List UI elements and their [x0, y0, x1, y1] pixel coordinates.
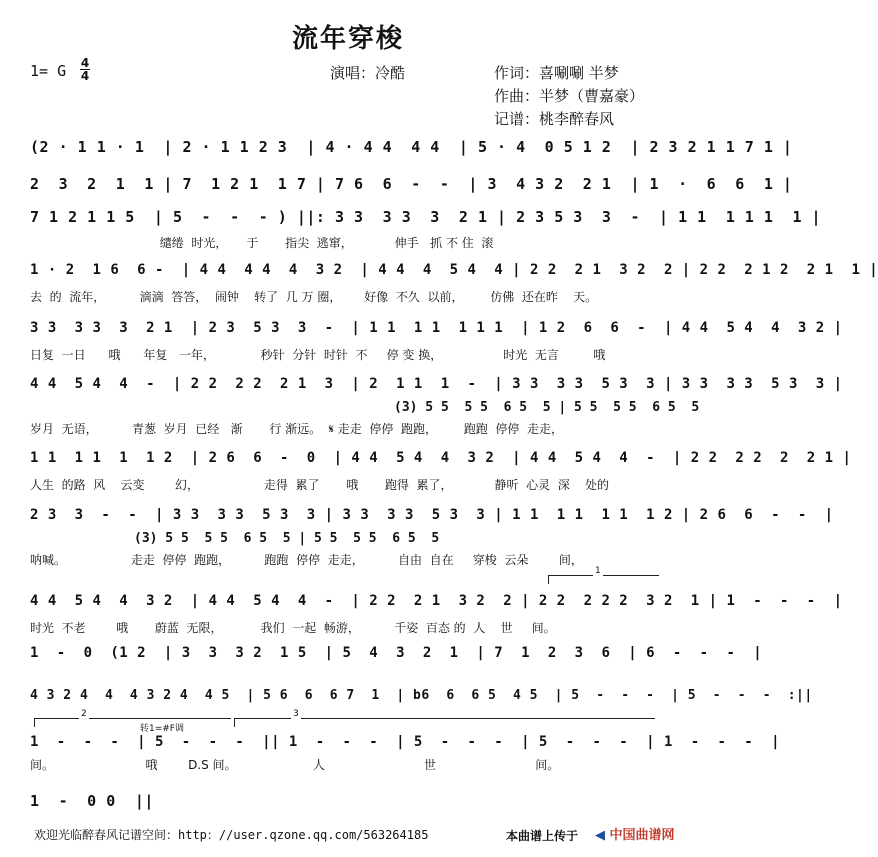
volta-2: 2 — [34, 718, 231, 727]
volta-3: 3 — [234, 718, 655, 727]
score-row-10 — [30, 645, 763, 675]
notation: 1 - 0 (1 2 | 3 3 3 2 1 5 | 5 4 3 2 1 | 7 1 2 3 6 | 6 - - - | — [30, 645, 763, 661]
notation: (2 · 1 1 · 1 | 2 · 1 1 2 3 | 4 · 4 4 4 4 | 5 · 4 0 5 1 2 | 2 3 2 1 1 7 1 | — [30, 138, 793, 156]
site-logo: ◀ 中国曲谱网 — [595, 828, 675, 843]
lyrics-line: 去 的 流年， 滴滴 答答， 闹钟 转了 几 万 圈， 好像 不久 以前， 仿佛 还在昨 天。 — [30, 290, 598, 304]
transcriber-credit: 记谱：桃李醉春风 — [494, 110, 615, 128]
lyrics-line: 间。 哦 D.S 间。 人 世 间。 — [30, 758, 560, 772]
score-row-2 — [30, 175, 793, 205]
lyrics-line: 人生 的路 风 云变 幻， 走得 累了 哦 跑得 累了， 静听 心灵 深 处的 — [30, 478, 610, 492]
song-title: 流年穿梭 — [291, 24, 404, 54]
score-row-12 — [30, 734, 781, 772]
singer-credit: 演唱：冷酷 — [330, 64, 406, 82]
lyrics-line: 岁月 无语， 青葱 岁月 已经 渐 行 渐远。 𝄋 走走 停停 跑跑， 跑跑 停停 走走， — [30, 422, 563, 436]
score-row-9 — [30, 593, 843, 635]
score-row-11 — [30, 688, 813, 718]
time-signature: 4 4 — [80, 56, 90, 83]
score-row-1 — [30, 138, 793, 168]
score-row-5 — [30, 320, 843, 362]
notation: 4 4 5 4 4 3 2 | 4 4 5 4 4 - | 2 2 2 1 3 2 2 | 2 2 2 2 2 3 2 1 | 1 - - - | — [30, 593, 843, 609]
notation: 1 · 2 1 6 6 - | 4 4 4 4 4 3 2 | 4 4 4 5 4 4 | 2 2 2 1 3 2 2 | 2 2 2 1 2 2 1 1 | — [30, 262, 878, 278]
score-row-13 — [30, 792, 670, 822]
lyrics-line: 呐喊。 走走 停停 跑跑， 跑跑 停停 走走， 自由 自在 穿梭 云朵 间， — [30, 553, 583, 567]
notation: 1 - - - | 5 - - - || 1 - - - | 5 - - - | 5 - - - | 1 - - - | — [30, 734, 781, 750]
lyricist-credit: 作词：喜唰唰 半梦 — [494, 64, 619, 82]
upload-note: 本曲谱上传于 — [506, 829, 579, 843]
notation: 4 4 5 4 4 - | 2 2 2 2 2 1 3 | 2 1 1 1 - | 3 3 3 3 5 3 3 | 3 3 3 3 5 3 3 | — [30, 376, 843, 392]
footer-link-text: 欢迎光临醉春风记谱空间：http：//user.qzone.qq.com/563264185 — [34, 828, 429, 842]
score-row-6 — [30, 376, 843, 436]
alt-notation: (3) 5 5 5 5 6 5 5 | 5 5 5 5 6 5 5 — [134, 531, 440, 546]
modulation-note: 转1=#F调 — [140, 724, 184, 734]
score-row-8 — [30, 507, 834, 567]
notation: 7 1 2 1 1 5 | 5 - - - ) ||: 3 3 3 3 3 2 1 | 2 3 5 3 3 - | 1 1 1 1 1 1 | — [30, 208, 822, 226]
notation: 2 3 3 - - | 3 3 3 3 5 3 3 | 3 3 3 3 5 3 3 | 1 1 1 1 1 1 1 2 | 2 6 6 - - | — [30, 507, 834, 523]
score-row-3 — [30, 208, 822, 250]
notation: 2 3 2 1 1 | 7 1 2 1 1 7 | 7 6 6 - - | 3 4 3 2 2 1 | 1 · 6 6 1 | — [30, 175, 793, 193]
notation: 4 3 2 4 4 4 3 2 4 4 5 | 5 6 6 6 7 1 | b6 6 6 5 4 5 | 5 - - - | 5 - - - :|| — [30, 688, 813, 703]
notation: 1 - 0 0 || — [30, 792, 154, 810]
alt-notation: (3) 5 5 5 5 6 5 5 | 5 5 5 5 6 5 5 — [394, 400, 700, 415]
lyrics-line: 日复 一日 哦 年复 一年， 秒针 分针 时针 不 停 变 换， 时光 无言 哦 — [30, 348, 606, 362]
volta-1: 1 — [548, 575, 659, 584]
lyrics-line: 缱绻 时光， 于 指尖 逃窜， 伸手 抓 不 住 滚 — [30, 236, 494, 250]
notation: 3 3 3 3 3 2 1 | 2 3 5 3 3 - | 1 1 1 1 1 1 1 | 1 2 6 6 - | 4 4 5 4 4 3 2 | — [30, 320, 843, 336]
composer-credit: 作曲：半梦（曹嘉豪） — [494, 87, 645, 105]
lyrics-line: 时光 不老 哦 蔚蓝 无限， 我们 一起 畅游， 千姿 百态 的 人 世 间。 — [30, 621, 556, 635]
notation: 1 1 1 1 1 1 2 | 2 6 6 - 0 | 4 4 5 4 4 3 2 | 4 4 5 4 4 - | 2 2 2 2 2 2 1 | — [30, 450, 852, 466]
score-row-7 — [30, 450, 852, 492]
key-signature: 1= G — [30, 62, 67, 80]
score-row-4 — [30, 262, 878, 304]
